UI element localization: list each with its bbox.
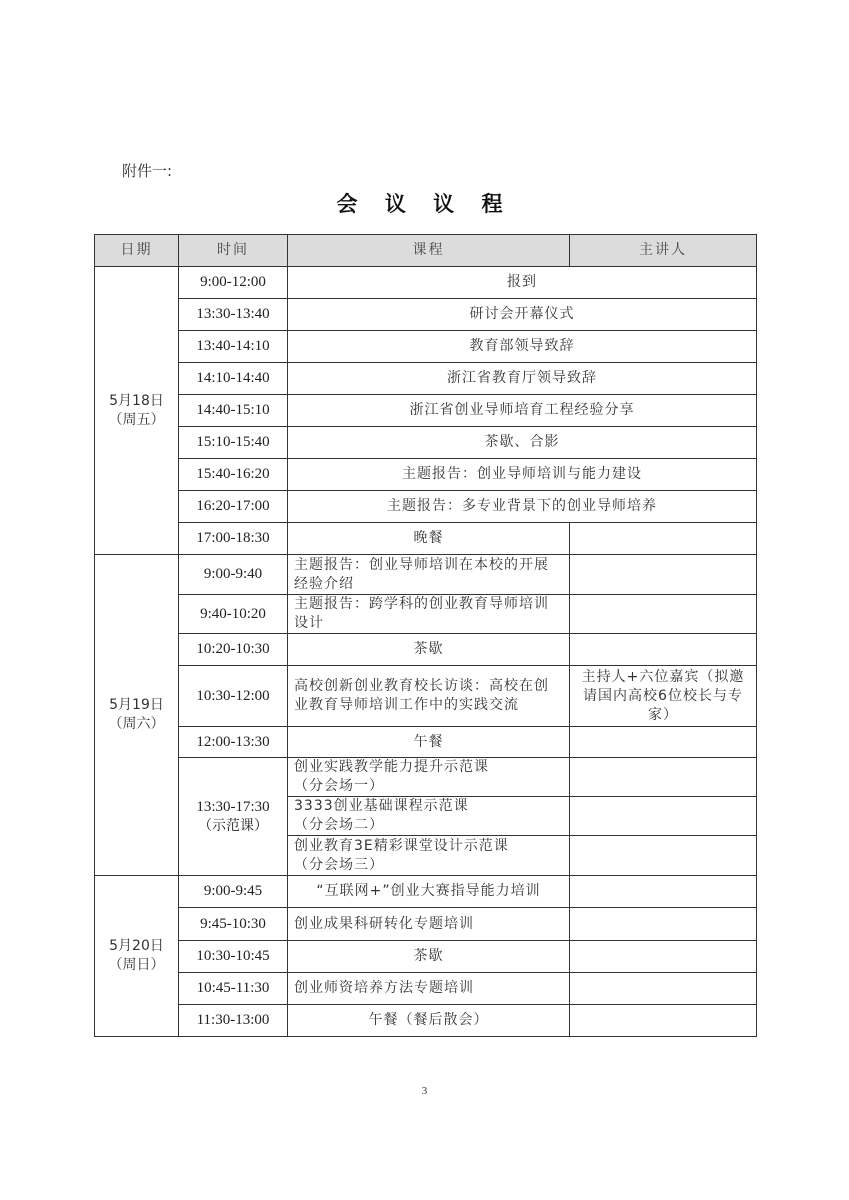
day-cell [95,555,179,876]
course-cell: 创业成果科研转化专题培训 [288,908,570,941]
table-row [95,459,757,491]
course-cell: “互联网+”创业大赛指导能力培训 [288,876,570,908]
header-speaker: 主讲人 [570,235,757,267]
day-date: 5月20日 [109,938,164,954]
course-cell: 研讨会开幕仪式 [288,299,757,331]
course-cell: 主题报告：跨学科的创业教育导师培训设计 [288,595,570,634]
course-cell: 午餐 [288,727,570,758]
demo-session-venue: （分会场二） [294,817,384,833]
table-row [95,908,757,941]
table-row [95,1005,757,1037]
demo-session-venue: （分会场三） [294,856,384,873]
speaker-cell [570,595,757,634]
speaker-cell [570,555,757,595]
header-date: 日期 [95,235,179,267]
time-cell: 13:30-13:40 [179,299,288,331]
course-cell: 报到 [288,267,757,299]
course-cell: 主题报告：创业导师培训在本校的开展经验介绍 [288,555,570,595]
time-cell: 17:00-18:30 [179,523,288,555]
speaker-cell [570,523,757,555]
speaker-cell [570,1005,757,1037]
time-cell: 14:40-15:10 [179,395,288,427]
time-cell: 9:40-10:20 [179,595,288,634]
day-cell [95,267,179,555]
table-row [95,555,757,595]
demo-session-title: 3333创业基础课程示范课 [294,798,469,814]
table-row [95,267,757,299]
course-cell: 创业师资培养方法专题培训 [288,973,570,1005]
day-cell [95,876,179,1037]
table-row [95,973,757,1005]
day-date: 5月19日 [109,697,164,713]
course-cell: 茶歇 [288,634,570,666]
day-date: 5月18日 [109,392,164,409]
table-row [95,427,757,459]
agenda-table [94,234,757,1037]
demo-session-cell [288,836,570,876]
course-cell: 午餐（餐后散会） [288,1005,570,1037]
demo-time: 13:30-17:30 [196,798,270,815]
time-cell: 10:30-10:45 [179,941,288,973]
demo-time-note: （示范课） [198,817,268,834]
page-number: 3 [421,1085,428,1097]
table-row [95,634,757,666]
time-cell: 9:45-10:30 [179,908,288,941]
table-row [95,395,757,427]
table-row [95,491,757,523]
speaker-cell: 主持人+六位嘉宾（拟邀请国内高校6位校长与专家） [570,666,757,727]
day-weekday: （周日） [108,957,165,973]
speaker-cell [570,634,757,666]
table-row [95,941,757,973]
speaker-cell [570,758,757,797]
time-cell: 11:30-13:00 [179,1005,288,1037]
demo-session-title: 创业教育3E精彩课堂设计示范课 [294,837,509,854]
day-weekday: （周六） [108,716,165,732]
page-title: 会 议 议 程 [336,192,513,216]
demo-session-title: 创业实践教学能力提升示范课 [294,759,489,775]
demo-time-cell [179,758,288,876]
time-cell: 10:45-11:30 [179,973,288,1005]
demo-session-cell [288,797,570,836]
speaker-cell [570,908,757,941]
course-cell: 主题报告：创业导师培训与能力建设 [288,459,757,491]
course-cell: 主题报告：多专业背景下的创业导师培养 [288,491,757,523]
time-cell: 9:00-9:40 [179,555,288,595]
header-time: 时间 [179,235,288,267]
demo-session-venue: （分会场一） [294,778,384,794]
course-cell: 晚餐 [288,523,570,555]
table-row [95,727,757,758]
course-cell: 茶歇、合影 [288,427,757,459]
table-row [95,595,757,634]
header-course: 课程 [288,235,570,267]
table-row [95,876,757,908]
course-cell: 茶歇 [288,941,570,973]
course-cell: 教育部领导致辞 [288,331,757,363]
time-cell: 9:00-12:00 [179,267,288,299]
table-row [95,523,757,555]
course-cell: 浙江省教育厅领导致辞 [288,363,757,395]
time-cell: 9:00-9:45 [179,876,288,908]
time-cell: 15:10-15:40 [179,427,288,459]
speaker-cell [570,973,757,1005]
time-cell: 16:20-17:00 [179,491,288,523]
course-cell: 高校创新创业教育校长访谈：高校在创业教育导师培训工作中的实践交流 [288,666,570,727]
demo-session-cell [288,758,570,797]
speaker-cell [570,876,757,908]
time-cell: 14:10-14:40 [179,363,288,395]
table-row [95,758,757,797]
time-cell: 10:30-12:00 [179,666,288,727]
table-row [95,299,757,331]
time-cell: 13:40-14:10 [179,331,288,363]
time-cell: 12:00-13:30 [179,727,288,758]
time-cell: 10:20-10:30 [179,634,288,666]
table-header-row [95,235,757,267]
speaker-cell [570,941,757,973]
attachment-label: 附件一: [122,162,173,180]
day-weekday: （周五） [108,411,165,428]
time-cell: 15:40-16:20 [179,459,288,491]
course-cell: 浙江省创业导师培育工程经验分享 [288,395,757,427]
speaker-cell [570,836,757,876]
speaker-cell [570,797,757,836]
speaker-cell [570,727,757,758]
table-row [95,363,757,395]
table-row [95,331,757,363]
table-row [95,666,757,727]
